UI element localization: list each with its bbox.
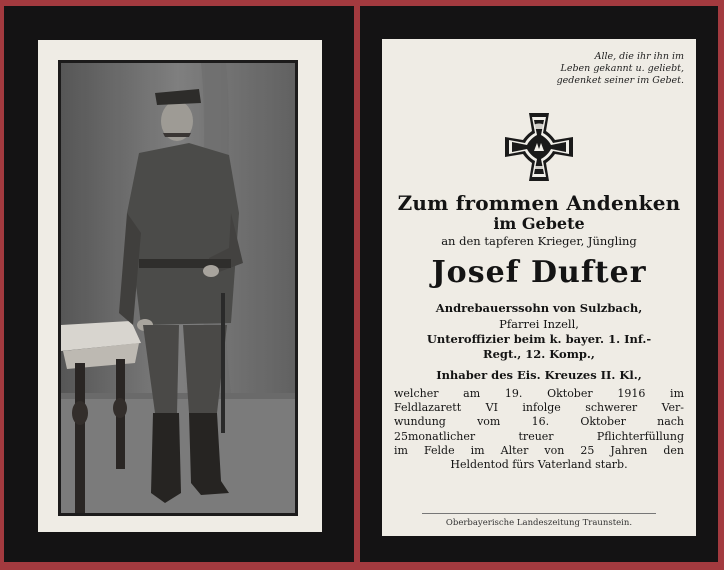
right-paper [382, 39, 696, 536]
verse-line: Alle, die ihr ihn im [594, 51, 684, 62]
verse-line: Leben gekannt u. geliebt, [560, 63, 684, 74]
heading-line: Zum frommen Andenken [397, 191, 681, 215]
portrait-photo-frame [58, 60, 298, 516]
iron-cross-icon [503, 111, 575, 183]
footer-rule [422, 513, 656, 514]
detail-line: Inhaber des Eis. Kreuzes II. Kl., [436, 368, 642, 382]
detail-line: Unteroffizier beim k. bayer. 1. Inf.- [426, 332, 652, 346]
heading-line: an den tapferen Krieger, Jüngling [441, 234, 637, 248]
body-line: welcher am 19. Oktober 1916 im [394, 387, 684, 400]
body-line: im Felde im Alter von 25 Jahren den [394, 443, 684, 457]
detail-line: Andrebauerssohn von Sulzbach, [435, 301, 643, 315]
printer-credit: Oberbayerische Landeszeitung Traunstein. [445, 518, 633, 528]
body-line: Heldentod fürs Vaterland starb. [450, 458, 628, 472]
body-line: wundung vom 16. Oktober nach [394, 415, 684, 429]
verse-line: gedenket seiner im Gebet. [556, 75, 684, 86]
left-card-panel [4, 6, 354, 562]
detail-line: Pfarrei Inzell, [499, 317, 579, 331]
left-paper [38, 40, 322, 532]
memorial-verse [514, 51, 684, 87]
body-line: Feldlazarett VI infolge schwerer Ver- [394, 401, 684, 415]
detail-line: Regt., 12. Komp., [483, 347, 595, 361]
deceased-name: Josef Dufter [431, 255, 647, 290]
soldier-portrait-photo [61, 63, 295, 513]
body-line: 25monatlicher treuer Pflichterfüllung [394, 429, 684, 443]
right-card-panel [360, 6, 718, 562]
memorial-text [390, 191, 688, 472]
death-notice-body [394, 387, 684, 472]
heading-line: im Gebete [493, 214, 585, 233]
